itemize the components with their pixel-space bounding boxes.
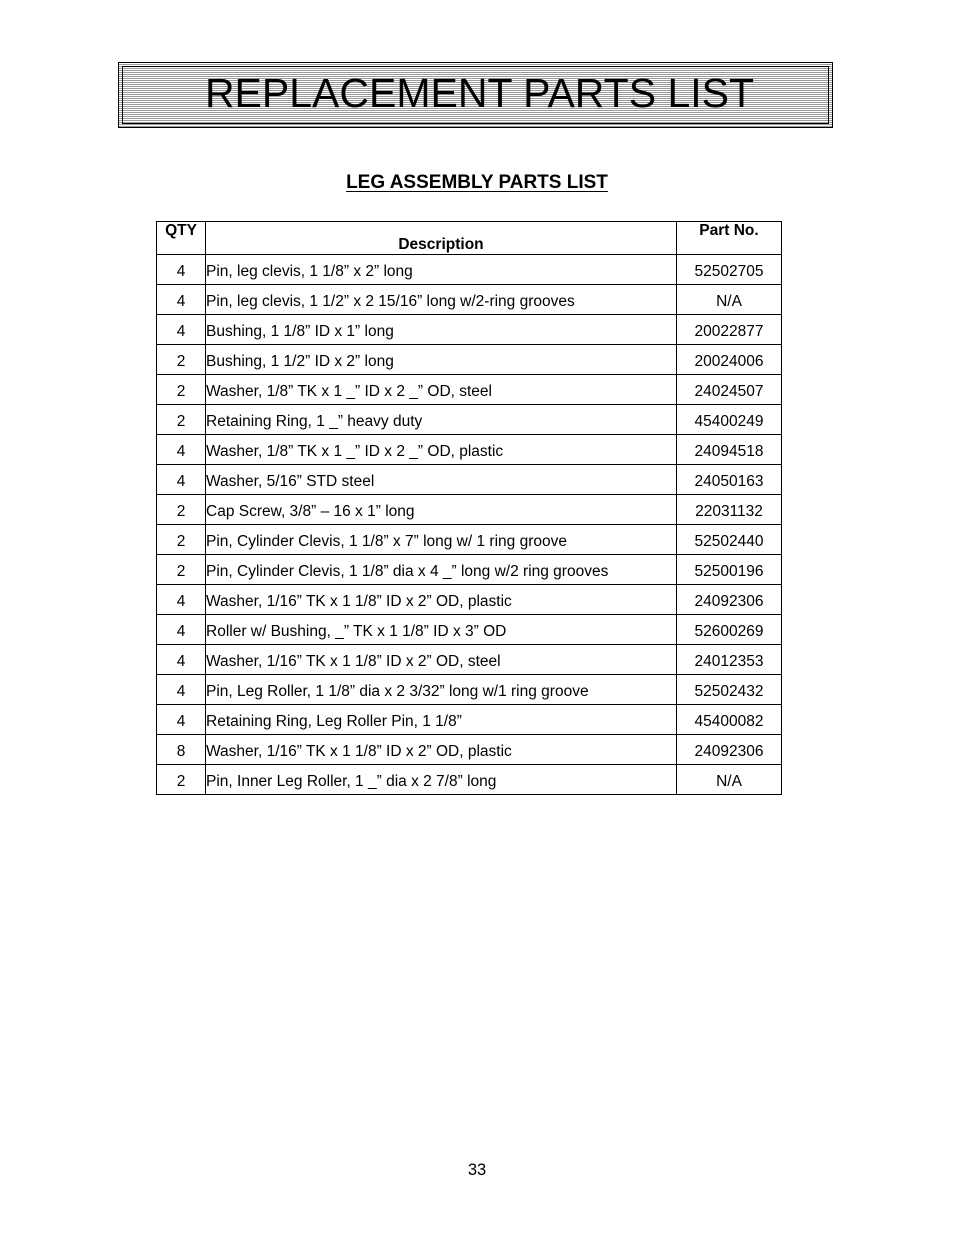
description-cell: Bushing, 1 1/8” ID x 1” long	[206, 315, 677, 345]
part-number-cell: 20024006	[677, 345, 782, 375]
table-row	[157, 525, 782, 555]
page-title: REPLACEMENT PARTS LIST	[204, 70, 755, 116]
qty-cell: 4	[157, 255, 206, 285]
qty-column-header: QTY	[157, 222, 206, 255]
part-number-cell: 52500196	[677, 555, 782, 585]
description-cell: Bushing, 1 1/2” ID x 2” long	[206, 345, 677, 375]
table-row	[157, 735, 782, 765]
parts-table-body	[157, 255, 782, 795]
description-cell: Washer, 1/16” TK x 1 1/8” ID x 2” OD, plastic	[206, 735, 677, 765]
qty-cell: 2	[157, 345, 206, 375]
part-number-cell: 45400082	[677, 705, 782, 735]
description-column-header: Description	[206, 222, 677, 255]
part-number-cell: 20022877	[677, 315, 782, 345]
table-row	[157, 315, 782, 345]
table-row	[157, 705, 782, 735]
part-number-cell: 24094518	[677, 435, 782, 465]
part-number-cell: 22031132	[677, 495, 782, 525]
part-number-cell: 52502440	[677, 525, 782, 555]
part-number-cell: N/A	[677, 765, 782, 795]
description-cell: Retaining Ring, 1 _” heavy duty	[206, 405, 677, 435]
part-number-column-header: Part No.	[677, 222, 782, 255]
table-row	[157, 495, 782, 525]
qty-cell: 4	[157, 585, 206, 615]
part-number-cell: N/A	[677, 285, 782, 315]
table-row	[157, 675, 782, 705]
qty-cell: 4	[157, 645, 206, 675]
qty-cell: 4	[157, 315, 206, 345]
table-row	[157, 765, 782, 795]
part-number-cell: 52600269	[677, 615, 782, 645]
qty-cell: 2	[157, 525, 206, 555]
qty-cell: 4	[157, 465, 206, 495]
table-row	[157, 555, 782, 585]
description-cell: Washer, 1/16” TK x 1 1/8” ID x 2” OD, plastic	[206, 585, 677, 615]
description-cell: Pin, leg clevis, 1 1/2” x 2 15/16” long w/2-ring grooves	[206, 285, 677, 315]
description-cell: Pin, Cylinder Clevis, 1 1/8” dia x 4 _” long w/2 ring grooves	[206, 555, 677, 585]
part-number-cell: 24092306	[677, 735, 782, 765]
qty-cell: 4	[157, 435, 206, 465]
table-header-row	[157, 222, 782, 255]
description-cell: Washer, 5/16” STD steel	[206, 465, 677, 495]
table-row	[157, 585, 782, 615]
table-row	[157, 435, 782, 465]
description-cell: Pin, Cylinder Clevis, 1 1/8” x 7” long w/ 1 ring groove	[206, 525, 677, 555]
part-number-cell: 24092306	[677, 585, 782, 615]
part-number-cell: 24050163	[677, 465, 782, 495]
table-row	[157, 405, 782, 435]
part-number-cell: 24012353	[677, 645, 782, 675]
table-row	[157, 645, 782, 675]
description-cell: Cap Screw, 3/8” – 16 x 1” long	[206, 495, 677, 525]
qty-cell: 2	[157, 555, 206, 585]
qty-cell: 2	[157, 405, 206, 435]
description-cell: Washer, 1/8” TK x 1 _” ID x 2 _” OD, steel	[206, 375, 677, 405]
part-number-cell: 45400249	[677, 405, 782, 435]
description-cell: Pin, Leg Roller, 1 1/8” dia x 2 3/32” long w/1 ring groove	[206, 675, 677, 705]
description-cell: Washer, 1/8” TK x 1 _” ID x 2 _” OD, plastic	[206, 435, 677, 465]
table-row	[157, 255, 782, 285]
part-number-cell: 52502705	[677, 255, 782, 285]
part-number-cell: 24024507	[677, 375, 782, 405]
table-row	[157, 615, 782, 645]
description-cell: Washer, 1/16” TK x 1 1/8” ID x 2” OD, steel	[206, 645, 677, 675]
part-number-cell: 52502432	[677, 675, 782, 705]
qty-cell: 2	[157, 495, 206, 525]
qty-cell: 4	[157, 675, 206, 705]
qty-cell: 4	[157, 705, 206, 735]
page-number: 33	[467, 1161, 487, 1179]
description-cell: Pin, Inner Leg Roller, 1 _” dia x 2 7/8” long	[206, 765, 677, 795]
table-row	[157, 375, 782, 405]
qty-cell: 2	[157, 375, 206, 405]
description-cell: Roller w/ Bushing, _” TK x 1 1/8” ID x 3” OD	[206, 615, 677, 645]
title-banner	[118, 62, 833, 128]
description-cell: Pin, leg clevis, 1 1/8” x 2” long	[206, 255, 677, 285]
qty-cell: 8	[157, 735, 206, 765]
table-row	[157, 285, 782, 315]
qty-cell: 4	[157, 615, 206, 645]
qty-cell: 2	[157, 765, 206, 795]
table-row	[157, 345, 782, 375]
description-cell: Retaining Ring, Leg Roller Pin, 1 1/8”	[206, 705, 677, 735]
qty-cell: 4	[157, 285, 206, 315]
table-row	[157, 465, 782, 495]
parts-table	[156, 221, 782, 795]
section-title: LEG ASSEMBLY PARTS LIST	[346, 172, 608, 193]
